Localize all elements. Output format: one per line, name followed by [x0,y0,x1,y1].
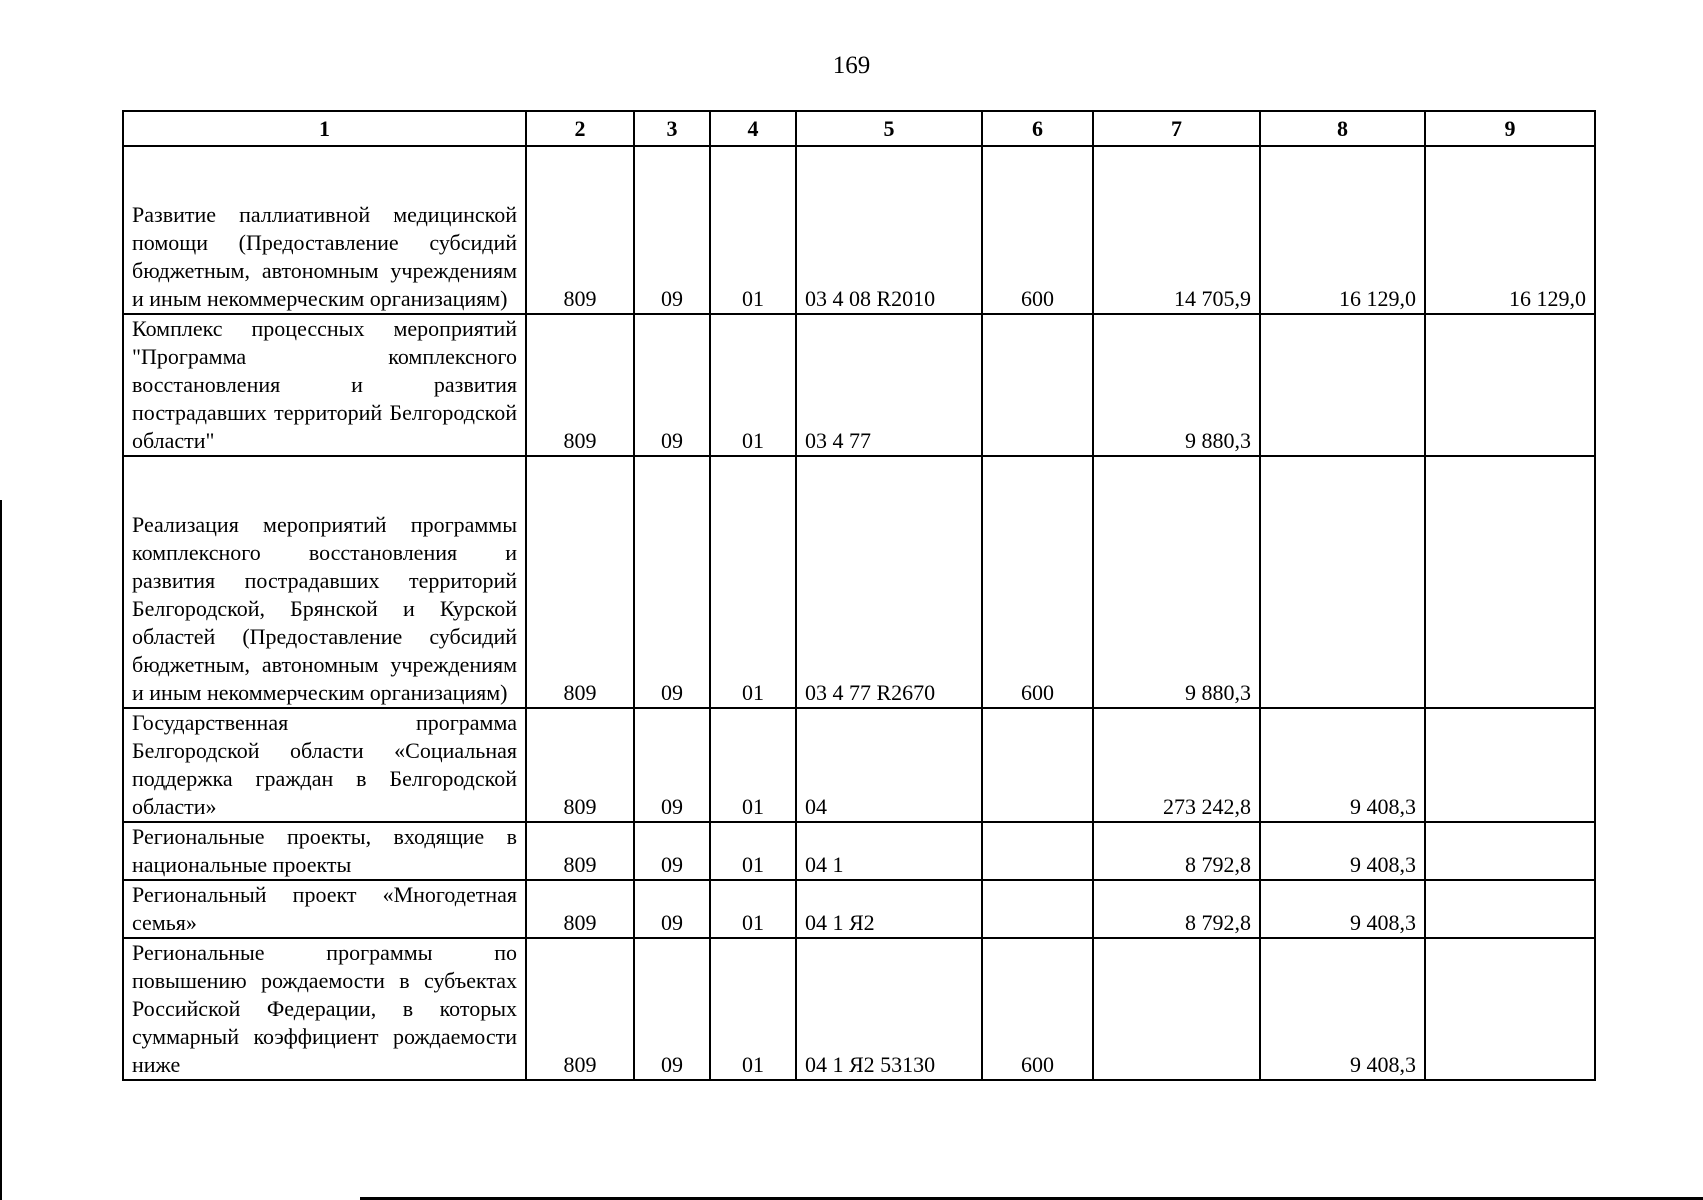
cell-amount-col9 [1425,314,1595,456]
header-cell: 9 [1425,111,1595,146]
table-row [123,938,1595,1080]
cell-code: 809 [526,456,634,708]
page-number: 169 [832,52,871,79]
cell-amount-col8: 9 408,3 [1260,938,1425,1080]
cell-code: 809 [526,938,634,1080]
cell-code: 809 [526,880,634,938]
header-cell: 6 [982,111,1093,146]
cell-amount-col8: 9 408,3 [1260,822,1425,880]
cell-code: 809 [526,822,634,880]
header-row [123,111,1595,146]
cell-amount-col9 [1425,822,1595,880]
cell-amount-col9 [1425,938,1595,1080]
cell-subsection: 01 [710,314,796,456]
row-name: Региональный проект «Многодетная семья» [123,880,526,938]
table-row [123,708,1595,822]
cell-amount-col7: 8 792,8 [1093,880,1260,938]
budget-table [122,110,1596,1081]
table-row [123,456,1595,708]
table-row [123,880,1595,938]
cell-code: 809 [526,708,634,822]
header-cell: 7 [1093,111,1260,146]
cell-code: 809 [526,314,634,456]
cell-section: 09 [634,938,710,1080]
cell-target-article: 04 1 Я2 [796,880,982,938]
cell-expense-type: 600 [982,938,1093,1080]
cell-amount-col9 [1425,708,1595,822]
cell-target-article: 04 1 [796,822,982,880]
cell-section: 09 [634,822,710,880]
cell-expense-type: 600 [982,146,1093,314]
cell-section: 09 [634,314,710,456]
header-cell: 1 [123,111,526,146]
cell-target-article: 03 4 77 R2670 [796,456,982,708]
row-name: Комплекс процессных мероприятий "Программа комплексного восстановления и развития пострадавших территорий Белгородской области" [123,314,526,456]
cell-amount-col8 [1260,456,1425,708]
cell-amount-col7: 14 705,9 [1093,146,1260,314]
header-cell: 3 [634,111,710,146]
cell-section: 09 [634,880,710,938]
cell-subsection: 01 [710,146,796,314]
cell-amount-col7: 9 880,3 [1093,314,1260,456]
row-name: Региональные проекты, входящие в национальные проекты [123,822,526,880]
row-name: Государственная программа Белгородской области «Социальная поддержка граждан в Белгородской области» [123,708,526,822]
row-name: Региональные программы по повышению рождаемости в субъектах Российской Федерации, в которых суммарный коэффициент рождаемости ниже [123,938,526,1080]
cell-subsection: 01 [710,456,796,708]
cell-amount-col8: 16 129,0 [1260,146,1425,314]
cell-code: 809 [526,146,634,314]
cell-expense-type [982,822,1093,880]
cell-expense-type [982,314,1093,456]
header-cell: 5 [796,111,982,146]
table-row [123,314,1595,456]
row-name: Реализация мероприятий программы комплексного восстановления и развития пострадавших территорий Белгородской, Брянской и Курской областей (Предоставление субсидий бюджетным, автономным учреждениям и иным некоммерческим организациям) [123,456,526,708]
cell-amount-col7: 8 792,8 [1093,822,1260,880]
cell-section: 09 [634,456,710,708]
cell-subsection: 01 [710,938,796,1080]
header-cell: 4 [710,111,796,146]
header-cell: 8 [1260,111,1425,146]
cell-section: 09 [634,146,710,314]
cell-target-article: 04 [796,708,982,822]
cell-target-article: 03 4 77 [796,314,982,456]
cell-amount-col8 [1260,314,1425,456]
cell-amount-col9: 16 129,0 [1425,146,1595,314]
cell-subsection: 01 [710,880,796,938]
table-row [123,822,1595,880]
cell-target-article: 04 1 Я2 53130 [796,938,982,1080]
cell-amount-col7 [1093,938,1260,1080]
cell-amount-col8: 9 408,3 [1260,880,1425,938]
cell-amount-col7: 9 880,3 [1093,456,1260,708]
cell-subsection: 01 [710,822,796,880]
scan-edge-line [0,500,2,1200]
row-name: Развитие паллиативной медицинской помощи (Предоставление субсидий бюджетным, автономным учреждениям и иным некоммерческим организациям) [123,146,526,314]
cell-expense-type: 600 [982,456,1093,708]
cell-target-article: 03 4 08 R2010 [796,146,982,314]
table-row [123,146,1595,314]
cell-section: 09 [634,708,710,822]
cell-expense-type [982,708,1093,822]
header-cell: 2 [526,111,634,146]
cell-amount-col9 [1425,456,1595,708]
cell-amount-col9 [1425,880,1595,938]
cell-amount-col7: 273 242,8 [1093,708,1260,822]
cell-amount-col8: 9 408,3 [1260,708,1425,822]
cell-subsection: 01 [710,708,796,822]
cell-expense-type [982,880,1093,938]
